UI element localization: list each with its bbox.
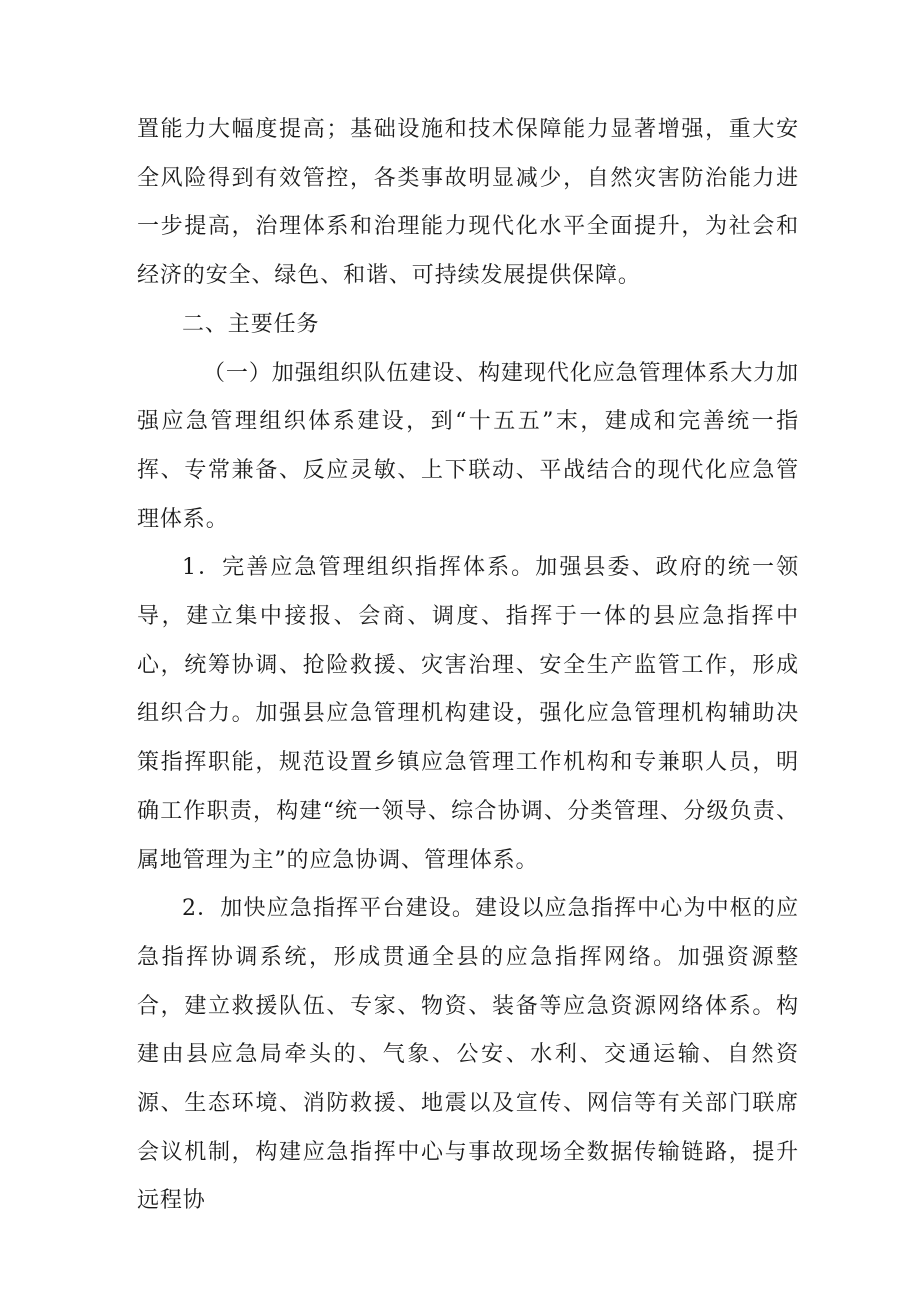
document-body — [137, 106, 799, 1226]
paragraph-intro-continued: 置能力大幅度提高；基础设施和技术保障能力显著增强，重大安全风险得到有效管控，各类事故明显减少，自然灾害防治能力进一步提高，治理体系和治理能力现代化水平全面提升，为社会和经济的安全、绿色、和谐、可持续发展提供保障。 — [137, 117, 799, 289]
list-item-1: 1．完善应急管理组织指挥体系。加强县委、政府的统一领导，建立集中接报、会商、调度、指挥于一体的县应急指挥中心，统筹协调、抢险救援、灾害治理、安全生产监管工作，形成组织合力。加强县应急管理机构建设，强化应急管理机构辅助决策指挥职能，规范设置乡镇应急管理工作机构和专兼职人员，明确工作职责，构建“统一领导、综合协调、分类管理、分级负责、属地管理为主”的应急协调、管理体系。 — [137, 555, 799, 873]
list-item-2: 2．加快应急指挥平台建设。建设以应急指挥中心为中枢的应急指挥协调系统，形成贯通全县的应急指挥网络。加强资源整合，建立救援队伍、专家、物资、装备等应急资源网络体系。构建由县应急局牵头的、气象、公安、水利、交通运输、自然资源、生态环境、消防救援、地震以及宣传、网信等有关部门联席会议机制，构建应急指挥中心与事故现场全数据传输链路，提升远程协 — [137, 896, 799, 1214]
section-heading: 二、主要任务 — [182, 311, 320, 337]
subsection-heading-1: （一）加强组织队伍建设、构建现代化应急管理体系大力加强应急管理组织体系建设，到“十五五”末，建成和完善统一指挥、专常兼备、反应灵敏、上下联动、平战结合的现代化应急管理体系。 — [137, 360, 799, 532]
